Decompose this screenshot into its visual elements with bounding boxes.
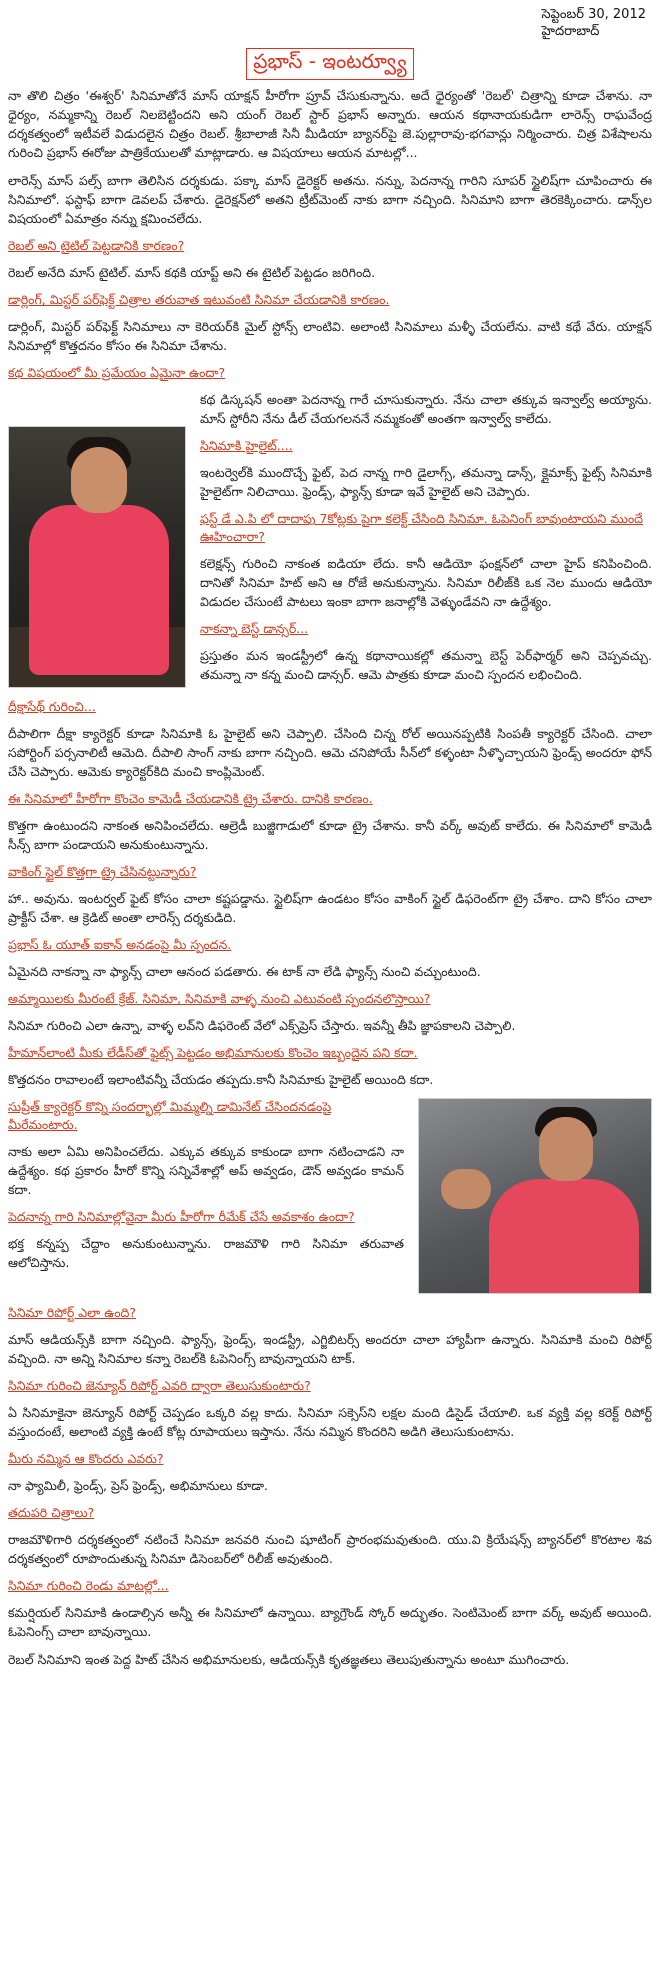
answer: దీపాలిగా దీక్షా క్యారెక్టర్ కూడా సినిమాకి ఓ హైలైట్ అని చెప్పాలి. చేసింది చిన్న రోల్ అయినప్పటికి సింపతీ క్యారెక్టర్ చేసింది. చాలా సపోర్టింగ్ పర్సనాలిటీ ఆమెది. దీపాలి సాంగ్ నాకు బాగా నచ్చింది. ఆమె చనిపోయే సీన్‌లో కళ్ళంటా నీళ్ళొచ్చాయని ఫ్రెండ్స్ అందరూ ఫోన్ చేసి చెప్పారు. ఆమెకు క్యారెక్టర్‌కిది మంచి కాంప్లిమెంట్. xyxy=(8,726,652,779)
answer: కలెక్షన్స్ గురించి నాకంత ఐడియా లేదు. కానీ ఆడియో ఫంక్షన్‌లో చాలా హైప్ కనిపించింది. దానితో సినిమా హిట్ అని ఆ రోజే అనుకున్నాను. సినిమా రిలీజ్‌కి ఒక నెల ముందు ఆడియో విడుదల చేసుంటే పాటలు ఇంకా బాగా జనాల్లోకి వెళ్ళుండేవని నా ఉద్దేశ్యం. xyxy=(200,556,652,609)
answer: నాకు అలా ఏమి అనిపించలేదు. ఎక్కువ తక్కువ కాకుండా బాగా నటించాడని నా ఉద్దేశ్యం. కథ ప్రకారం హీరో కొన్ని సన్నివేశాల్లో అప్ అవ్వడం, డౌన్ అవ్వడం కామన్ కదా. xyxy=(8,1144,404,1197)
question: వాకింగ్ స్టైల్ కొత్తగా ట్రై చేసినట్టున్నారు? xyxy=(8,864,197,879)
question: నాకన్నా బెస్ట్ డాన్సర్... xyxy=(200,621,309,636)
question: హీమాన్‌లాంటి మీకు లేడీస్‌తో ఫైట్స్ పెట్టడం అభిమానులకు కొంచెం ఇబ్బందైన పని కదా. xyxy=(8,1045,418,1060)
prabhas-photo-1 xyxy=(8,426,186,688)
question: పెదనాన్న గారి సినిమాల్లోవైనా మీరు హీరోగా రీమేక్ చేసే అవకాశం ఉందా? xyxy=(8,1209,355,1224)
closing-paragraph: రెబల్ సినిమాని ఇంత పెద్ద హిట్ చేసిన అభిమానులకు, ఆడియన్స్‌కి కృతజ్ఞతలు తెలుపుతున్నాను అంటూ ముగించారు. xyxy=(8,1652,570,1667)
question: మీరు నమ్మిన ఆ కొందరు ఎవరు? xyxy=(8,1451,164,1466)
shirt-shape xyxy=(29,505,169,675)
question: కథ విషయంలో మీ ప్రమేయం ఏమైనా ఉందా? xyxy=(8,365,226,380)
answer: భక్త కన్నప్ప చేద్దాం అనుకుంటున్నాను. రాజమౌళి గారి సినిమా తరువాత ఆలోచిస్తాను. xyxy=(8,1236,404,1270)
article-body xyxy=(8,86,652,1678)
answer: నా ఫ్యామిలీ, ఫ్రెండ్స్, ప్రెస్ ఫ్రెండ్స్, అభిమానులు కూడా. xyxy=(8,1478,269,1493)
answer: కమర్షియల్ సినిమాకి ఉండాల్సిన అన్నీ ఈ సినిమాలో ఉన్నాయి. బ్యాగ్రౌండ్ స్కోర్ అద్భుతం. సెంటిమెంట్ బాగా వర్క్ అవుట్ అయింది. ఓపెనింగ్స్ చాలా బావున్నాయి. xyxy=(8,1605,652,1639)
question: అమ్మాయిలకు మీరంటే క్రేజ్. సినిమా, సినిమాకి వాళ్ళ నుంచి ఎటువంటి స్పందనలొస్తాయి? xyxy=(8,991,431,1006)
title-wrap xyxy=(0,48,660,80)
question: సినిమా గురించి జెన్యూన్ రిపోర్ట్ ఎవరి ద్వారా తెలుసుకుంటారు? xyxy=(8,1378,311,1393)
question: సినిమా గురించి రెండు మాటల్లో... xyxy=(8,1578,169,1593)
answer: కొత్తదనం రావాలంటే ఇలాంటివన్నీ చేయడం తప్పదు.కానీ సినిమాకు హైలైట్ అయింది కదా. xyxy=(8,1072,434,1087)
question: రెబల్ అని టైటిల్ పెట్టడానికి కారణం? xyxy=(8,238,185,253)
question: సినిమాకి హైలైట్.... xyxy=(200,438,293,453)
question: డార్లింగ్, మిస్టర్ పర్‌ఫెక్ట్ చిత్రాల తరువాత ఇటువంటి సినిమా చేయడానికి కారణం. xyxy=(8,292,390,307)
intro-paragraph: నా తొలి చిత్రం 'ఈశ్వర్' సినిమాతోనే మాస్ యాక్షన్ హీరోగా ప్రూవ్ చేసుకున్నాను. అదే ధైర్యంతో 'రెబల్' చిత్రాన్ని కూడా చేశాను. నా ధైర్యం, నమ్మకాన్ని రెబల్ నిలబెట్టిందని అని యంగ్ రెబల్ స్టార్ ప్రభాస్ అన్నారు. ఆయన కథానాయకుడిగా లారెన్స్ రాఘవేంద్ర దర్శకత్వంలో ఇటీవలే విడుదలైన చిత్రం రెబల్. శ్రీబాలాజీ సినీ మీడియా బ్యానర్‌పై జె.పుల్లారావు-భగవాన్లు నిర్మించారు. చిత్ర విశేషాలను గురించి ప్రభాస్ ఈరోజు పాత్రికేయులతో మాట్లాడారు. ఆ విషయాలు ఆయన మాటల్లో... xyxy=(8,88,652,160)
answer: కథ డిస్కషన్ అంతా పెదనాన్న గారే చూసుకున్నారు. నేను చాలా తక్కువ ఇన్వాల్వ్ అయ్యాను. మాస్ స్టోరీని నేను డీల్ చేయగలననే నమ్మకంతో అంతగా ఇన్వాల్వ్ కాలేదు. xyxy=(200,392,652,426)
article-date: సెప్టెంబర్ 30, 2012 xyxy=(541,7,646,22)
question: ఫస్ట్ డే ఎ.పి లో దాదాపు 7కోట్లకు పైగా కలెక్ట్ చేసింది సినిమా. ఓపెనింగ్ బావుంటాయని ముందే ఊహించారా? xyxy=(200,511,643,544)
intro-paragraph: లారెన్స్ మాస్ పల్స్ బాగా తెలిసిన దర్శకుడు. పక్కా మాస్ డైరెక్టర్ అతను. నన్ను, పెదనాన్న గారిని సూపర్ స్టైలిష్‌గా చూపించారు ఈ సినిమాలో. ఫస్టాఫ్ బాగా డెవలప్ చేశారు. డైరెక్షన్‌లో అతని ట్రీట్‌మెంట్ నాకు బాగా నచ్చింది. సినిమాని బాగా తెరకెక్కించారు. డాన్స్‌ల విషయంలో ఏమాత్రం నన్ను క్షమించలేదు. xyxy=(8,173,652,226)
answer: కొత్తగా ఉంటుందని నాకంత అనిపించలేదు. ఆల్రెడీ బుజ్జిగాడులో కూడా ట్రై చేశాను. కానీ వర్క్ అవుట్ కాలేదు. ఈ సినిమాలో కామెడీ సీన్స్ బాగా పండాయని అనుకుంటున్నాను. xyxy=(8,818,652,852)
shirt-shape xyxy=(489,1179,639,1294)
question: దీక్షాసేథ్ గురించి... xyxy=(8,699,96,714)
answer: ఇంటర్వెల్‌కి ముందొచ్చే ఫైట్, పెద నాన్న గారి డైలాగ్స్, తమన్నా డాన్స్, క్లైమాక్స్ ఫైట్స్ సినిమాకి హైలైట్‌గా నిలిచాయి. ఫ్రెండ్స్, ఫ్యాన్స్ కూడా ఇవే హైలైట్ అని చెప్పారు. xyxy=(200,465,652,499)
prabhas-photo-2 xyxy=(418,1098,652,1294)
answer: డార్లింగ్, మిస్టర్ పర్‌ఫెక్ట్ సినిమాలు నా కెరియర్‌కి మైల్ స్టోన్స్ లాంటివి. అలాంటి సినిమాలు మళ్ళీ చేయలేను. వాటి కథే వేరు. యాక్షన్ సినిమాల్లో కొత్తదనం కోసం ఈ సినిమా చేశాను. xyxy=(8,319,652,353)
face-shape xyxy=(539,1117,593,1181)
question: సుప్రీత్ క్యారెక్టర్ కొన్ని సందర్భాల్లో మిమ్మల్ని డామినేట్ చేసిందనడంపై మీరేమంటారు. xyxy=(8,1099,332,1132)
dateline xyxy=(542,6,646,40)
face-shape xyxy=(71,447,127,513)
answer: ఏ సినిమాకైనా జెన్యూన్ రిపోర్ట్ చెప్పడం ఒక్కరి వల్ల కాదు. సినిమా సక్సెస్‌ని లక్షల మంది డిసైడ్ చేయాలి. ఒక వ్యక్తి వల్ల కరెక్ట్ రిపోర్ట్ వస్తుందంటే, అలాంటి వ్యక్తి ఉంటే కోట్ల రూపాయలు ఇస్తాను. నేను నమ్మిన కొందరిని అడిగి తెలుసుకుంటాను. xyxy=(8,1405,652,1439)
answer: హా.. అవును. ఇంటర్వల్ ఫైట్ కోసం చాలా కష్టపడ్డాను. స్టైలిష్‌గా ఉండటం కోసం వాకింగ్ స్టైల్ డిఫరెంట్‌గా ట్రై చేశాం. దాని కోసం చాలా ప్రాక్టీస్ చేశా. ఆ క్రెడిట్ అంతా లారెన్స్ దర్శకుడిది. xyxy=(8,891,652,925)
article-city: హైదరాబాద్ xyxy=(541,24,600,39)
question: తదుపరి చిత్రాలు? xyxy=(8,1505,95,1520)
page-title: ప్రభాస్ - ఇంటర్వ్యూ xyxy=(246,48,413,80)
answer: ఏమైనది నాకన్నా నా ఫ్యాన్స్ చాలా ఆనంద పడతారు. ఈ టాక్ నా లేడి ఫ్యాన్స్ నుంచి వచ్చుంటుంది. xyxy=(8,964,481,979)
answer: రాజమౌళిగారి దర్శకత్వంలో నటించే సినిమా జనవరి నుంచి షూటింగ్ ప్రారంభమవుతుంది. యు.వి క్రియేషన్స్ బ్యానర్‌లో కొరటాల శివ దర్శకత్వంలో రూపొందుతున్న సినిమా డిసెంబర్‌లో రిలీజ్ అవుతుంది. xyxy=(8,1532,652,1566)
question: ఈ సినిమాలో హీరోగా కొంచెం కామెడీ చేయడానికి ట్రై చేశారు. దానికి కారణం. xyxy=(8,791,373,806)
answer: రెబల్ అనేది మాస్ టైటిల్. మాస్ కథకి యాప్ట్ అని ఈ టైటిల్ పెట్టడం జరిగింది. xyxy=(8,265,376,280)
hand-shape xyxy=(441,1169,491,1209)
answer: మాస్ ఆడియన్స్‌కి బాగా నచ్చింది. ఫ్యాన్స్, ఫ్రెండ్స్, ఇండస్ట్రీ, ఎగ్జిబిటర్స్ అందరూ చాలా హ్యాపీగా ఉన్నారు. సినిమాకి మంచి రిపోర్ట్ వచ్చింది. నా అన్ని సినిమాల కన్నా రెబల్‌కి ఓపెనింగ్స్ బావున్నాయని టాక్. xyxy=(8,1332,652,1366)
question: సినిమా రిపోర్ట్ ఎలా ఉంది? xyxy=(8,1305,137,1320)
answer: ప్రస్తుతం మన ఇండస్ట్రీలో ఉన్న కథానాయికల్లో తమన్నా బెస్ట్ పెర్‌ఫార్మర్ అని చెప్పవచ్చు. తమన్నా నా కన్న మంచి డాన్సర్. ఆమె పాత్రకు కూడా మంచి స్పందన లభించింది. xyxy=(200,648,652,682)
answer: సినిమా గురించి ఎలా ఉన్నా, వాళ్ళ లవ్‌ని డిఫరెంట్ వేలో ఎక్స్‌ప్రెస్ చేస్తారు. ఇవన్నీ తీపి జ్ఞాపకాలని చెప్పాలి. xyxy=(8,1018,516,1033)
question: ప్రభాస్ ఓ యూత్ ఐకాన్ అనడంపై మీ స్పందన. xyxy=(8,937,232,952)
